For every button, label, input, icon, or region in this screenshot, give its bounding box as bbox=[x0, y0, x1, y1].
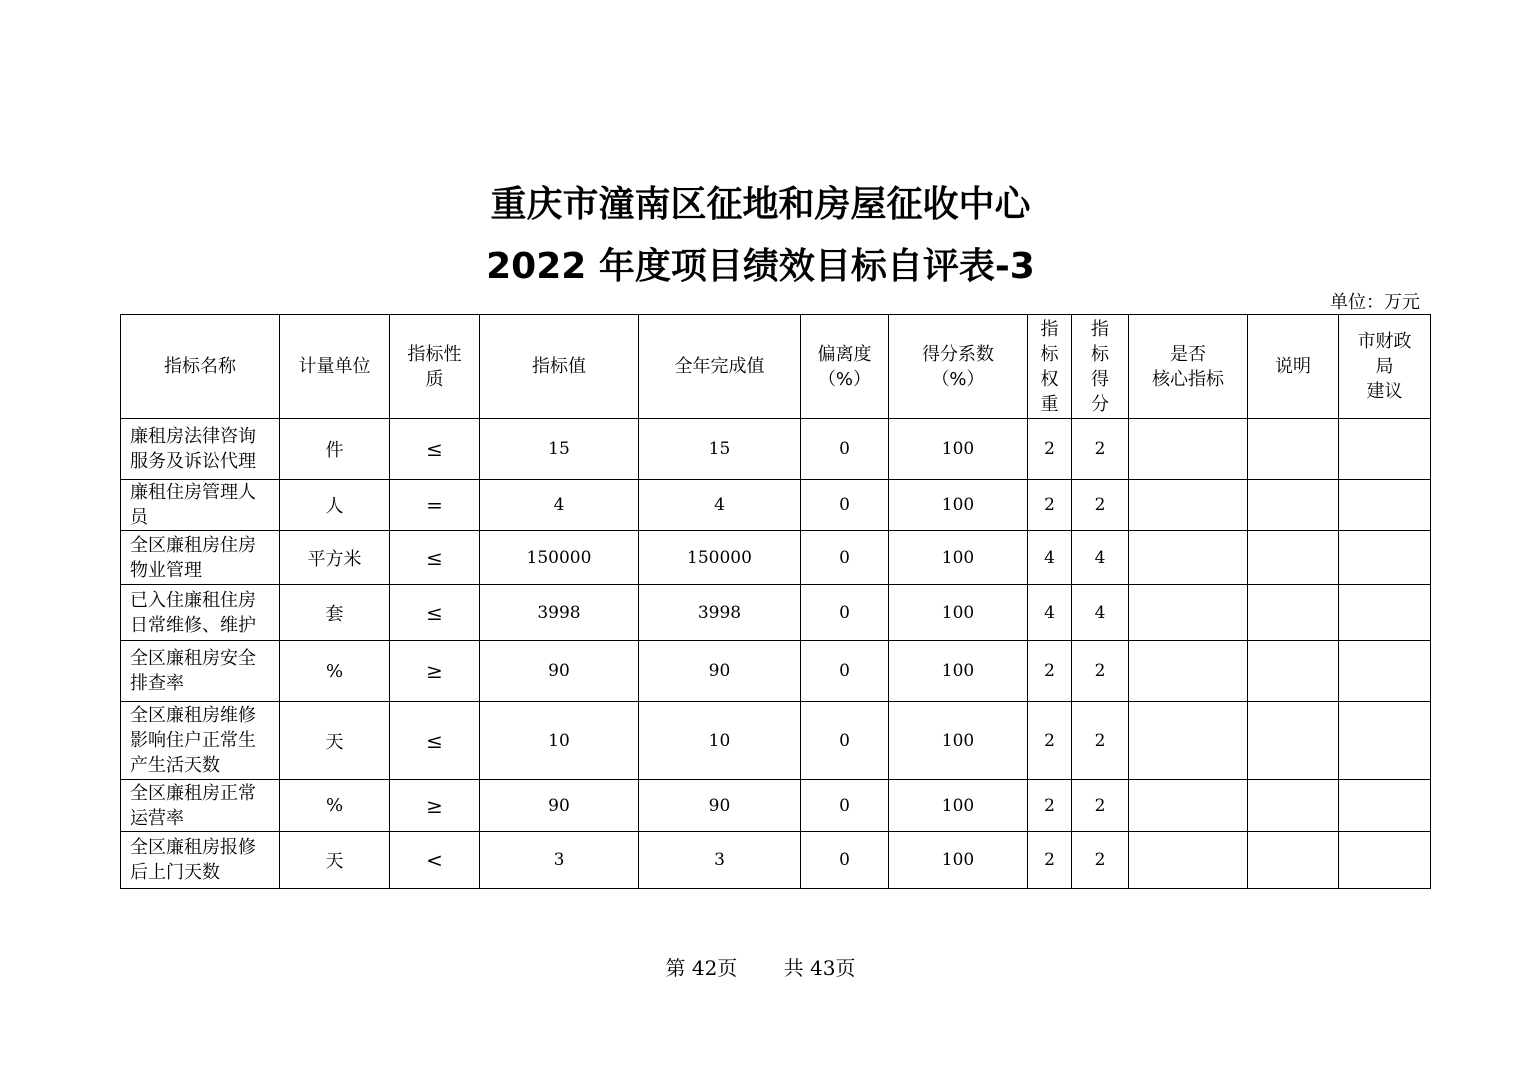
header-text: （%） bbox=[817, 368, 872, 390]
cell-measure-unit: 套 bbox=[280, 585, 390, 641]
performance-table bbox=[120, 314, 1431, 889]
cell-finance-advice bbox=[1339, 585, 1431, 641]
cell-actual-value: 90 bbox=[639, 780, 801, 832]
document-title-line-2: 2022 年度项目绩效目标自评表-3 bbox=[486, 246, 1035, 287]
header-text: 权 bbox=[1040, 368, 1059, 390]
cell-finance-advice bbox=[1339, 780, 1431, 832]
header-text: 标 bbox=[1040, 343, 1059, 365]
cell-score-coefficient: 100 bbox=[889, 641, 1028, 702]
cell-actual-value: 150000 bbox=[639, 531, 801, 585]
table-row bbox=[121, 641, 1431, 702]
indicator-name-line: 日常维修、维护 bbox=[130, 614, 256, 636]
cell-indicator-nature: < bbox=[390, 832, 480, 889]
page-footer bbox=[0, 952, 1521, 981]
cell-finance-advice bbox=[1339, 419, 1431, 480]
cell-score-coefficient: 100 bbox=[889, 531, 1028, 585]
cell-finance-advice bbox=[1339, 832, 1431, 889]
table-header-row bbox=[121, 315, 1431, 419]
cell-weight: 4 bbox=[1028, 531, 1072, 585]
cell-score: 2 bbox=[1072, 641, 1129, 702]
cell-target-value: 15 bbox=[480, 419, 639, 480]
indicator-name-line: 排查率 bbox=[130, 673, 184, 694]
header-indicator-name: 指标名称 bbox=[121, 315, 280, 419]
cell-weight: 2 bbox=[1028, 780, 1072, 832]
cell-score-coefficient: 100 bbox=[889, 419, 1028, 480]
header-target-value: 指标值 bbox=[480, 315, 639, 419]
cell-target-value: 90 bbox=[480, 780, 639, 832]
page-number: 第 42页 bbox=[665, 956, 738, 980]
total-pages: 共 43页 bbox=[783, 956, 856, 980]
cell-measure-unit: % bbox=[280, 641, 390, 702]
header-description: 说明 bbox=[1248, 315, 1339, 419]
cell-description bbox=[1248, 585, 1339, 641]
cell-actual-value: 15 bbox=[639, 419, 801, 480]
cell-core-indicator bbox=[1129, 832, 1248, 889]
cell-indicator-nature: ≥ bbox=[390, 780, 480, 832]
cell-description bbox=[1248, 641, 1339, 702]
table-row bbox=[121, 531, 1431, 585]
cell-weight: 2 bbox=[1028, 480, 1072, 531]
indicator-name-line: 全区廉租房正常 bbox=[130, 782, 256, 804]
indicator-name-line: 全区廉租房安全 bbox=[130, 648, 256, 669]
cell-indicator-name bbox=[121, 780, 280, 832]
cell-core-indicator bbox=[1129, 531, 1248, 585]
cell-actual-value: 3 bbox=[639, 832, 801, 889]
cell-description bbox=[1248, 780, 1339, 832]
cell-description bbox=[1248, 702, 1339, 780]
header-text: 是否 bbox=[1170, 343, 1206, 365]
indicator-name-line: 物业管理 bbox=[130, 559, 202, 581]
header-text: 重 bbox=[1040, 393, 1059, 415]
cell-score: 4 bbox=[1072, 531, 1129, 585]
header-score bbox=[1072, 315, 1129, 419]
table-row bbox=[121, 702, 1431, 780]
cell-description bbox=[1248, 832, 1339, 889]
cell-core-indicator bbox=[1129, 702, 1248, 780]
table-row bbox=[121, 585, 1431, 641]
table-row bbox=[121, 419, 1431, 480]
cell-score: 2 bbox=[1072, 480, 1129, 531]
cell-score: 2 bbox=[1072, 780, 1129, 832]
header-text: 质 bbox=[425, 368, 444, 390]
cell-description bbox=[1248, 480, 1339, 531]
header-text: 建议 bbox=[1366, 381, 1403, 402]
cell-score-coefficient: 100 bbox=[889, 702, 1028, 780]
header-actual-value: 全年完成值 bbox=[639, 315, 801, 419]
header-core-indicator bbox=[1129, 315, 1248, 419]
cell-score-coefficient: 100 bbox=[889, 832, 1028, 889]
cell-measure-unit: 平方米 bbox=[280, 531, 390, 585]
header-weight bbox=[1028, 315, 1072, 419]
cell-core-indicator bbox=[1129, 780, 1248, 832]
cell-finance-advice bbox=[1339, 641, 1431, 702]
indicator-name-line: 员 bbox=[130, 507, 148, 528]
header-measure-unit: 计量单位 bbox=[280, 315, 390, 419]
cell-score: 2 bbox=[1072, 419, 1129, 480]
cell-finance-advice bbox=[1339, 702, 1431, 780]
cell-weight: 2 bbox=[1028, 702, 1072, 780]
header-text: （%） bbox=[931, 368, 985, 390]
cell-indicator-name bbox=[121, 585, 280, 641]
cell-actual-value: 4 bbox=[639, 480, 801, 531]
header-score-coefficient bbox=[889, 315, 1028, 419]
cell-target-value: 4 bbox=[480, 480, 639, 531]
indicator-name-line: 廉租房法律咨询 bbox=[130, 426, 256, 447]
cell-score-coefficient: 100 bbox=[889, 780, 1028, 832]
cell-actual-value: 3998 bbox=[639, 585, 801, 641]
cell-core-indicator bbox=[1129, 585, 1248, 641]
cell-actual-value: 10 bbox=[639, 702, 801, 780]
indicator-name-line: 已入住廉租住房 bbox=[130, 589, 256, 611]
header-text: 标 bbox=[1091, 343, 1109, 365]
cell-indicator-name bbox=[121, 702, 280, 780]
cell-measure-unit: 件 bbox=[280, 419, 390, 480]
cell-score: 2 bbox=[1072, 702, 1129, 780]
cell-indicator-nature: = bbox=[390, 480, 480, 531]
header-text: 指 bbox=[1091, 318, 1109, 340]
header-text: 得 bbox=[1091, 368, 1109, 390]
cell-indicator-nature: ≤ bbox=[390, 702, 480, 780]
cell-target-value: 3 bbox=[480, 832, 639, 889]
cell-measure-unit: 人 bbox=[280, 480, 390, 531]
unit-label: 单位：万元 bbox=[1330, 292, 1420, 313]
cell-indicator-nature: ≤ bbox=[390, 531, 480, 585]
indicator-name-line: 产生活天数 bbox=[130, 755, 220, 776]
indicator-name-line: 全区廉租房维修 bbox=[130, 705, 256, 726]
indicator-name-line: 廉租住房管理人 bbox=[130, 482, 256, 503]
table-row bbox=[121, 480, 1431, 531]
indicator-name-line: 全区廉租房住房 bbox=[130, 534, 256, 556]
cell-description bbox=[1248, 531, 1339, 585]
cell-weight: 2 bbox=[1028, 832, 1072, 889]
cell-finance-advice bbox=[1339, 480, 1431, 531]
cell-deviation: 0 bbox=[801, 832, 889, 889]
cell-score-coefficient: 100 bbox=[889, 585, 1028, 641]
indicator-name-line: 服务及诉讼代理 bbox=[130, 451, 256, 472]
header-text: 偏离度 bbox=[817, 343, 872, 365]
cell-indicator-name bbox=[121, 531, 280, 585]
cell-deviation: 0 bbox=[801, 531, 889, 585]
cell-indicator-name bbox=[121, 419, 280, 480]
header-indicator-nature bbox=[390, 315, 480, 419]
cell-core-indicator bbox=[1129, 641, 1248, 702]
header-text: 核心指标 bbox=[1152, 368, 1224, 390]
cell-indicator-name bbox=[121, 480, 280, 531]
cell-deviation: 0 bbox=[801, 480, 889, 531]
cell-target-value: 90 bbox=[480, 641, 639, 702]
header-text: 市财政 bbox=[1357, 331, 1412, 352]
cell-deviation: 0 bbox=[801, 641, 889, 702]
header-text: 指标性 bbox=[407, 343, 462, 365]
header-text: 得分系数 bbox=[922, 343, 994, 365]
cell-measure-unit: % bbox=[280, 780, 390, 832]
cell-target-value: 10 bbox=[480, 702, 639, 780]
cell-indicator-nature: ≥ bbox=[390, 641, 480, 702]
cell-deviation: 0 bbox=[801, 780, 889, 832]
cell-indicator-name bbox=[121, 832, 280, 889]
cell-weight: 2 bbox=[1028, 641, 1072, 702]
indicator-name-line: 全区廉租房报修 bbox=[130, 837, 256, 858]
cell-target-value: 150000 bbox=[480, 531, 639, 585]
header-text: 指 bbox=[1040, 318, 1059, 340]
cell-finance-advice bbox=[1339, 531, 1431, 585]
cell-indicator-nature: ≤ bbox=[390, 419, 480, 480]
cell-description bbox=[1248, 419, 1339, 480]
header-text: 分 bbox=[1091, 393, 1109, 415]
cell-deviation: 0 bbox=[801, 419, 889, 480]
cell-target-value: 3998 bbox=[480, 585, 639, 641]
header-deviation bbox=[801, 315, 889, 419]
table-row bbox=[121, 780, 1431, 832]
cell-weight: 4 bbox=[1028, 585, 1072, 641]
cell-score-coefficient: 100 bbox=[889, 480, 1028, 531]
cell-deviation: 0 bbox=[801, 585, 889, 641]
cell-indicator-name bbox=[121, 641, 280, 702]
cell-indicator-nature: ≤ bbox=[390, 585, 480, 641]
indicator-name-line: 影响住户正常生 bbox=[130, 730, 256, 751]
cell-core-indicator bbox=[1129, 480, 1248, 531]
header-finance-advice bbox=[1339, 315, 1431, 419]
cell-score: 2 bbox=[1072, 832, 1129, 889]
header-text: 局 bbox=[1375, 356, 1394, 377]
cell-core-indicator bbox=[1129, 419, 1248, 480]
cell-weight: 2 bbox=[1028, 419, 1072, 480]
cell-measure-unit: 天 bbox=[280, 832, 390, 889]
indicator-name-line: 后上门天数 bbox=[130, 862, 220, 883]
cell-measure-unit: 天 bbox=[280, 702, 390, 780]
cell-deviation: 0 bbox=[801, 702, 889, 780]
indicator-name-line: 运营率 bbox=[130, 807, 184, 829]
cell-score: 4 bbox=[1072, 585, 1129, 641]
cell-actual-value: 90 bbox=[639, 641, 801, 702]
document-title-line-1: 重庆市潼南区征地和房屋征收中心 bbox=[490, 184, 1031, 225]
table-row bbox=[121, 832, 1431, 889]
